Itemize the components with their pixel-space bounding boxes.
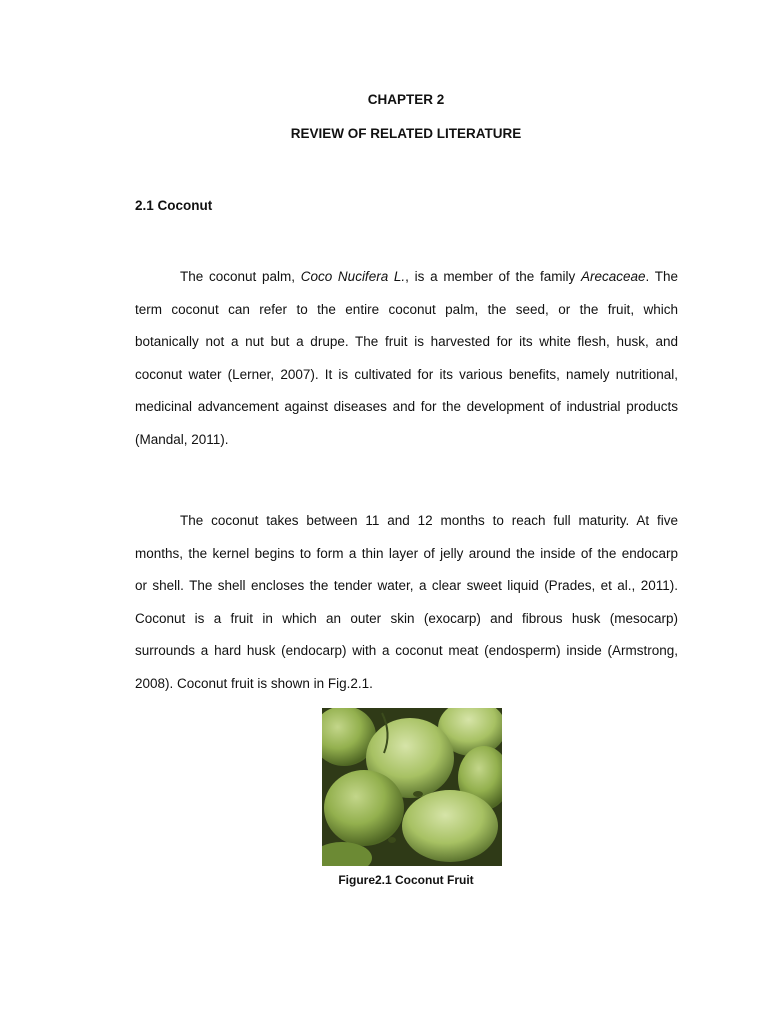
paragraph-line: botanically not a nut but a drupe. The fruit is harvested for its white flesh, husk, and — [135, 334, 678, 349]
paragraph-line: or shell. The shell encloses the tender water, a clear sweet liquid (Prades, et al., 2011). — [135, 578, 678, 593]
species-name: Coco Nucifera L. — [300, 269, 406, 284]
family-name: Arecaceae — [580, 269, 646, 284]
chapter-title: REVIEW OF RELATED LITERATURE — [290, 126, 522, 141]
section-heading: 2.1 Coconut — [135, 198, 213, 213]
paragraph-line: (Mandal, 2011). — [135, 431, 229, 447]
paragraph-line: The coconut takes between 11 and 12 months to reach full maturity. At five — [180, 513, 678, 528]
paragraph-line: term coconut can refer to the entire coconut palm, the seed, or the fruit, which — [135, 301, 678, 317]
paragraph-line: surrounds a hard husk (endocarp) with a coconut meat (endosperm) inside (Armstrong, — [135, 643, 678, 658]
paragraph-line: months, the kernel begins to form a thin layer of jelly around the inside of the endocarp — [135, 545, 678, 561]
paragraph-2 — [135, 505, 678, 700]
paragraph-1 — [135, 261, 678, 456]
paragraph-line: 2008). Coconut fruit is shown in Fig.2.1. — [135, 675, 373, 691]
figure-caption: Figure2.1 Coconut Fruit — [338, 873, 474, 887]
paragraph-line: Coconut is a fruit in which an outer skin (exocarp) and fibrous husk (mesocarp) — [135, 610, 678, 626]
coconut-fruit-image — [322, 708, 502, 866]
paragraph-line: The coconut palm, Coco Nucifera L., is a member of the family Arecaceae. The — [180, 269, 678, 284]
chapter-label: CHAPTER 2 — [367, 92, 445, 107]
paragraph-line: medicinal advancement against diseases and for the development of industrial products — [135, 399, 678, 414]
paragraph-line: coconut water (Lerner, 2007). It is cultivated for its various benefits, namely nutritional, — [135, 366, 678, 382]
